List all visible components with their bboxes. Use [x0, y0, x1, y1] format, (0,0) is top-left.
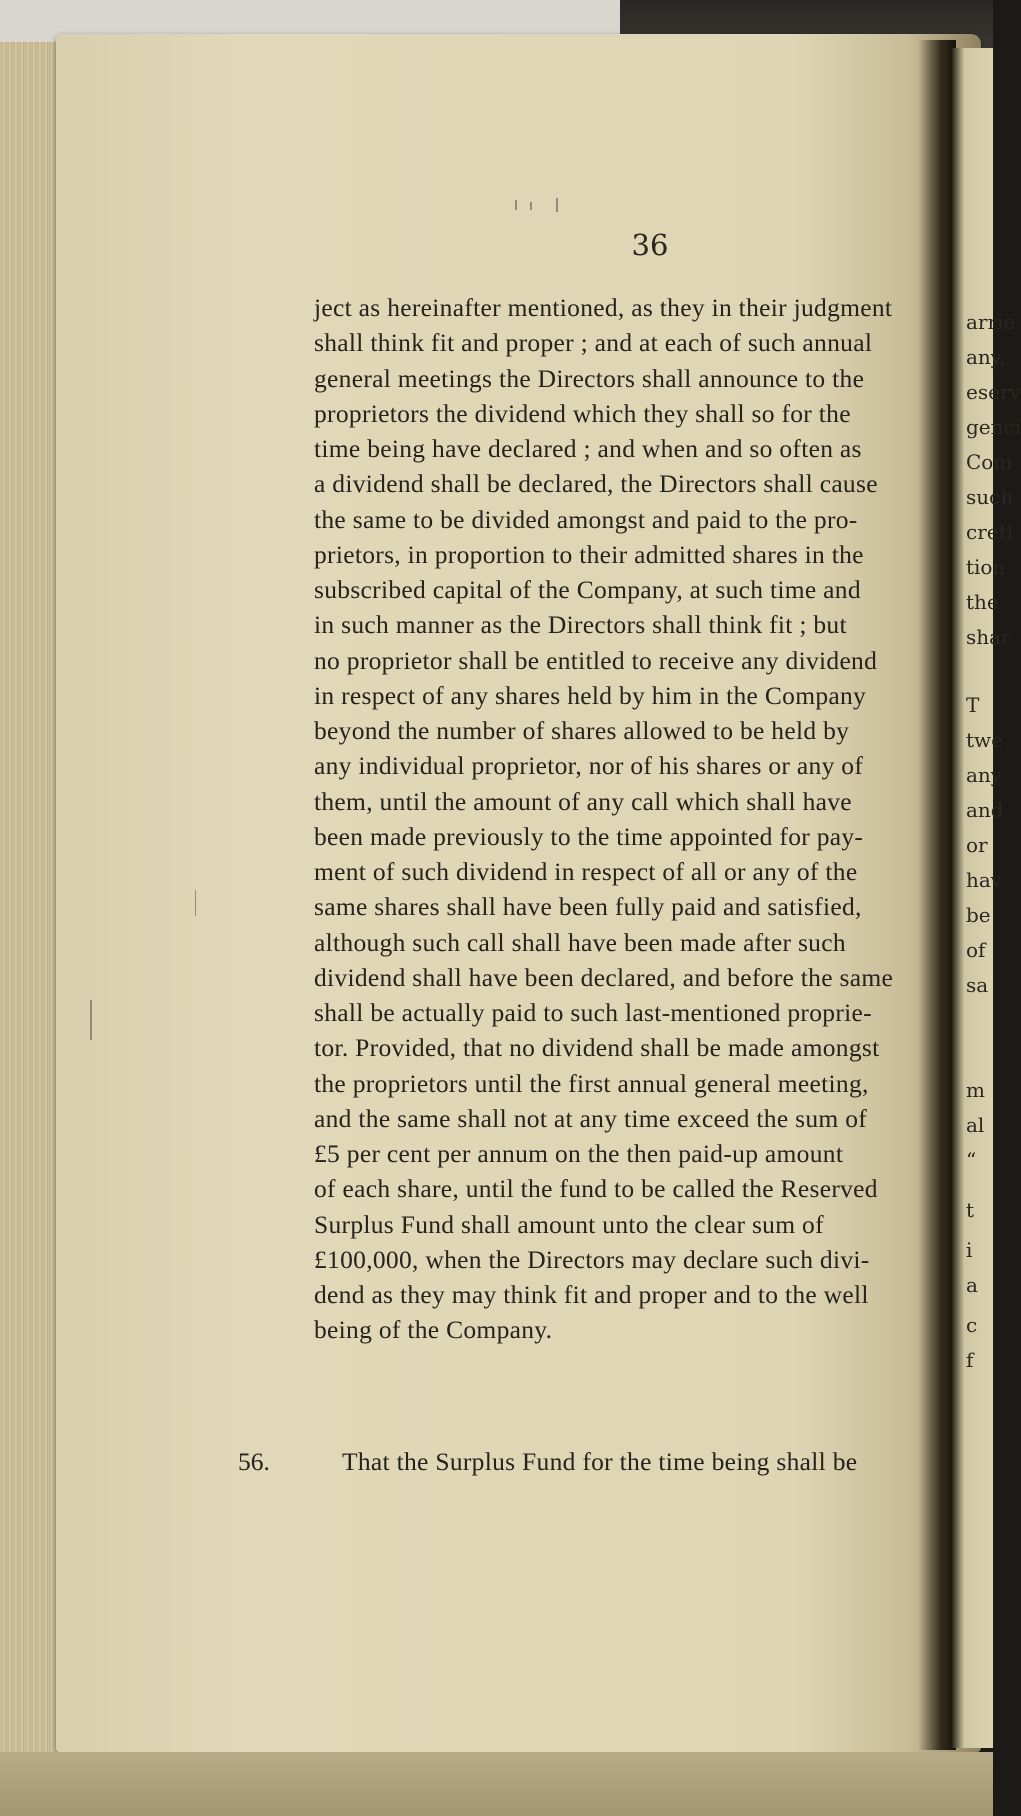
- next-page-fragment: arrie: [966, 310, 1016, 334]
- text-line: no proprietor shall be entitled to receive any dividend: [314, 645, 878, 675]
- text-line: a dividend shall be declared, the Directors shall cause: [314, 469, 878, 499]
- next-page-edge: [952, 48, 1021, 1748]
- text-line: dividend shall have been declared, and before the same: [314, 962, 894, 992]
- next-page-fragment: the: [966, 590, 999, 614]
- text-line: ject as hereinafter mentioned, as they in their judgment: [314, 293, 893, 322]
- next-page-fragment: or: [966, 833, 988, 857]
- next-page-fragment: genci: [966, 415, 1021, 439]
- next-page-fragment: i: [966, 1238, 973, 1262]
- next-page-fragment: hav: [966, 868, 1003, 892]
- page-number: 36: [631, 228, 669, 262]
- text-line: beyond the number of shares allowed to be held by: [314, 716, 850, 745]
- next-page-fragment: t: [966, 1198, 975, 1222]
- text-line: time being have declared ; and when and so often as: [314, 434, 862, 463]
- text-line: of each share, until the fund to be called the Reserved: [314, 1174, 878, 1204]
- ink-speck: [515, 200, 517, 210]
- text-line: in such manner as the Directors shall think fit ; but: [314, 610, 847, 640]
- ink-speck: [90, 1000, 92, 1040]
- text-line: same shares shall have been fully paid and satisfied,: [314, 892, 862, 922]
- text-line: Surplus Fund shall amount unto the clear sum of: [314, 1209, 824, 1239]
- text-line: general meetings the Directors shall announce to the: [314, 363, 865, 393]
- text-line: any individual proprietor, nor of his shares or any of: [314, 751, 864, 781]
- next-page-fragment: be: [966, 903, 991, 927]
- scan-backdrop-bottom: [0, 1752, 993, 1816]
- next-page-fragment: “: [966, 1148, 977, 1172]
- text-line: shall think fit and proper ; and at each of such annual: [314, 328, 873, 358]
- text-line: although such call shall have been made after such: [314, 927, 846, 957]
- next-page-fragment: T: [966, 693, 980, 717]
- text-line: being of the Company.: [314, 1315, 553, 1345]
- ink-speck: [556, 198, 558, 212]
- text-line: prietors, in proportion to their admitted shares in the: [314, 539, 864, 569]
- text-line: the same to be divided amongst and paid to the pro-: [314, 504, 858, 534]
- ink-speck: [530, 202, 532, 210]
- text-line: shall be actually paid to such last-mentioned proprie-: [314, 998, 872, 1027]
- next-page-fragment: sa: [966, 973, 989, 997]
- next-page-fragment: of: [966, 938, 986, 962]
- text-line: in respect of any shares held by him in the Company: [314, 680, 867, 710]
- next-page-fragment: Com: [966, 450, 1013, 474]
- text-line: dend as they may think fit and proper and to the well: [314, 1280, 869, 1309]
- next-page-fragment: m: [966, 1078, 985, 1102]
- next-page-fragment: such: [966, 485, 1014, 509]
- next-page-fragment: a: [966, 1273, 978, 1297]
- next-page-fragment: twe: [966, 728, 1003, 752]
- next-page-fragment: eserv: [966, 380, 1021, 404]
- text-line: proprietors the dividend which they shall so for the: [314, 398, 851, 428]
- text-line: subscribed capital of the Company, at such time and: [314, 575, 861, 604]
- book-page-edges: [0, 42, 64, 1762]
- text-line: ment of such dividend in respect of all or any of the: [314, 857, 858, 886]
- next-page-fragment: any,: [966, 345, 1006, 369]
- section-text-line: That the Surplus Fund for the time being shall be: [342, 1447, 858, 1476]
- text-line: them, until the amount of any call which shall have: [314, 786, 852, 816]
- next-page-fragment: any: [966, 763, 1003, 787]
- next-page-fragment: f: [966, 1348, 974, 1372]
- body-text: [314, 290, 950, 1348]
- next-page-fragment: and: [966, 798, 1004, 822]
- text-line: £100,000, when the Directors may declare such divi-: [314, 1244, 870, 1274]
- next-page-fragment: al: [966, 1113, 985, 1137]
- ink-speck: [195, 890, 196, 916]
- text-line: the proprietors until the first annual general meeting,: [314, 1068, 869, 1098]
- next-page-fragment: shar: [966, 625, 1011, 649]
- text-line: £5 per cent per annum on the then paid-up amount: [314, 1139, 844, 1168]
- text-line: been made previously to the time appointed for pay-: [314, 821, 864, 851]
- text-line: tor. Provided, that no dividend shall be made amongst: [314, 1033, 880, 1063]
- section-number: 56.: [238, 1447, 270, 1476]
- text-line: and the same shall not at any time exceed the sum of: [314, 1103, 868, 1133]
- next-page-fragment: creti: [966, 520, 1014, 544]
- binding-gutter-shadow: [918, 40, 956, 1750]
- next-page-fragment: c: [966, 1313, 978, 1337]
- next-page-fragment: tion: [966, 555, 1006, 579]
